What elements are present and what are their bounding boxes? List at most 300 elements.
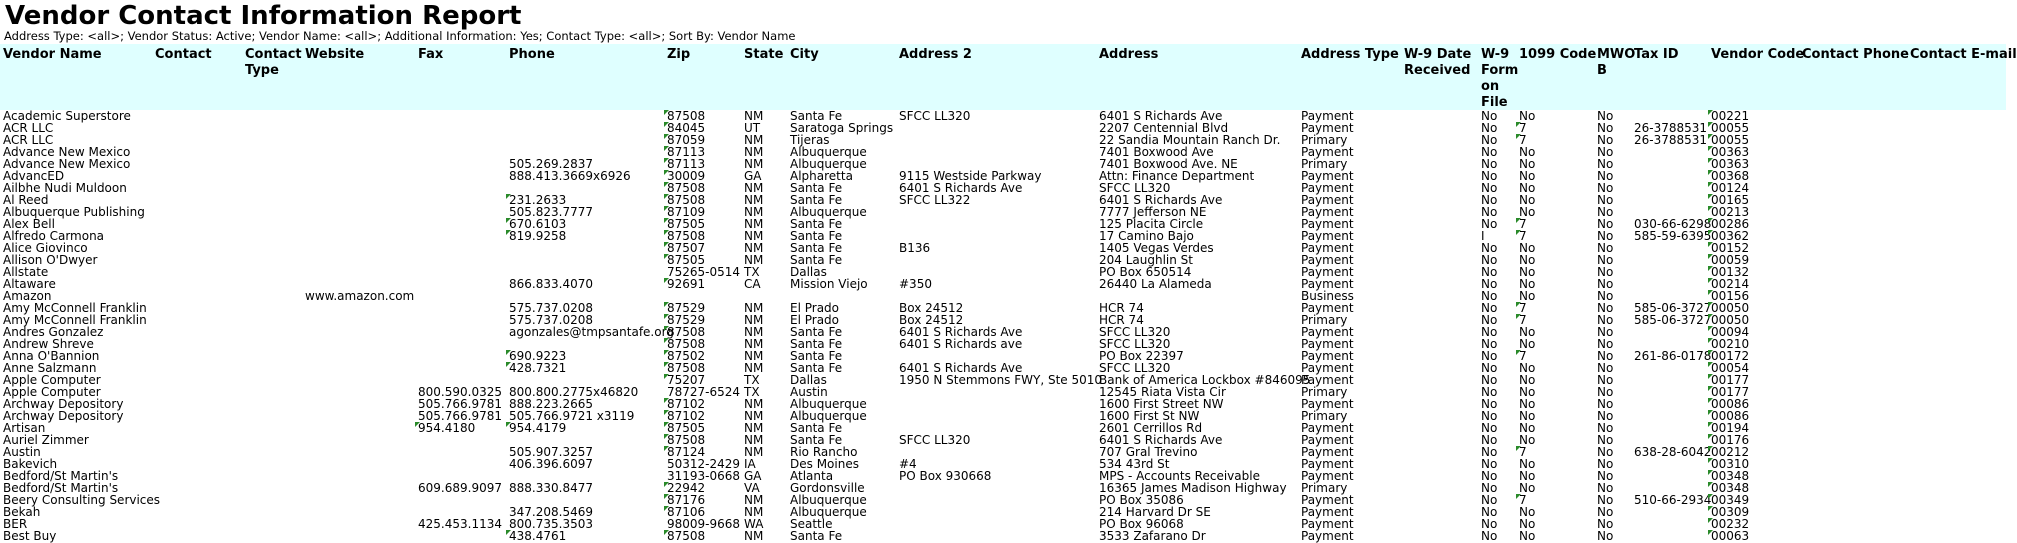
cell-vendor-name: Academic Superstore	[3, 109, 131, 123]
cell-vendor-code: 00055	[1708, 134, 1749, 146]
table-row	[0, 410, 2006, 422]
cell-vendor-code: 00059	[1708, 254, 1749, 266]
error-indicator-icon	[664, 146, 669, 151]
cell-w9-form: No	[1481, 469, 1498, 483]
error-indicator-icon	[1708, 170, 1713, 175]
table-row	[0, 194, 2006, 206]
cell-mwob: No	[1597, 361, 1614, 375]
cell-address-type: Primary	[1301, 157, 1348, 171]
column-header-vendor-code: Vendor Code	[1711, 47, 1805, 62]
cell-fax: 954.4180	[415, 422, 475, 434]
cell-zip: 87113	[664, 146, 705, 158]
cell-vendor-name: Auriel Zimmer	[3, 433, 89, 447]
cell-code1099: No	[1519, 373, 1536, 387]
cell-vendor-code: 00348	[1708, 482, 1749, 494]
cell-phone: 347.208.5469	[509, 505, 593, 519]
cell-address: 2207 Centennial Blvd	[1099, 121, 1229, 135]
cell-phone: 231.2633	[506, 194, 566, 206]
cell-fax: 505.766.9781	[418, 397, 502, 411]
cell-vendor-code: 00152	[1708, 242, 1749, 254]
cell-vendor-code: 00232	[1708, 518, 1749, 530]
cell-address2: 6401 S Richards Ave	[899, 181, 1023, 195]
error-indicator-icon	[664, 506, 669, 511]
error-indicator-icon	[1708, 290, 1713, 295]
cell-address: 12545 Riata Vista Cir	[1099, 385, 1226, 399]
cell-address2: Box 24512	[899, 313, 964, 327]
cell-address-type: Primary	[1301, 313, 1348, 327]
cell-address-type: Payment	[1301, 121, 1354, 135]
cell-address-type: Payment	[1301, 205, 1354, 219]
cell-state: TX	[744, 385, 760, 399]
cell-city: Albuquerque	[790, 409, 867, 423]
cell-phone: 690.9223	[506, 350, 566, 362]
column-header-code1099: 1099 Code	[1519, 47, 1597, 62]
cell-phone: 888.223.2665	[509, 397, 593, 411]
cell-vendor-code: 00176	[1708, 434, 1749, 446]
column-header-contact-email: Contact E-mail	[1910, 47, 2017, 62]
error-indicator-icon	[506, 422, 511, 427]
cell-w9-form: No	[1481, 349, 1498, 363]
cell-vendor-code: 00124	[1708, 182, 1749, 194]
error-indicator-icon	[1708, 314, 1713, 319]
cell-mwob: No	[1597, 265, 1614, 279]
cell-address-type: Payment	[1301, 469, 1354, 483]
cell-address-type: Payment	[1301, 193, 1354, 207]
cell-w9-form: No	[1481, 193, 1498, 207]
cell-city: Atlanta	[790, 469, 834, 483]
cell-mwob: No	[1597, 181, 1614, 195]
cell-w9-form: No	[1481, 109, 1498, 123]
cell-zip: 87508	[664, 338, 705, 350]
cell-address2: 6401 S Richards Ave	[899, 325, 1023, 339]
cell-fax: 505.766.9781	[418, 409, 502, 423]
cell-phone: 505.766.9721 x3119	[509, 409, 635, 423]
cell-vendor-name: Amy McConnell Franklin	[3, 301, 147, 315]
cell-zip: 87508	[664, 110, 705, 122]
error-indicator-icon	[664, 182, 669, 187]
cell-vendor-code: 00086	[1708, 398, 1749, 410]
cell-state: NM	[744, 205, 764, 219]
column-header-contact-type: Contact Type	[245, 47, 302, 78]
cell-city: Santa Fe	[790, 361, 843, 375]
cell-code1099: 7	[1516, 446, 1527, 458]
cell-address: HCR 74	[1099, 313, 1144, 327]
cell-address: PO Box 22397	[1099, 349, 1184, 363]
cell-address: 204 Laughlin St	[1099, 253, 1193, 267]
column-header-w9-form: W-9 Form on File	[1481, 47, 1519, 110]
cell-address-type: Payment	[1301, 349, 1354, 363]
cell-state: NM	[744, 433, 764, 447]
cell-address-type: Payment	[1301, 325, 1354, 339]
cell-state: IA	[744, 457, 756, 471]
error-indicator-icon	[664, 170, 669, 175]
cell-address-type: Payment	[1301, 529, 1354, 543]
cell-vendor-code: 00165	[1708, 194, 1749, 206]
cell-state: TX	[744, 373, 760, 387]
cell-w9-form: No	[1481, 361, 1498, 375]
cell-mwob: No	[1597, 277, 1614, 291]
cell-code1099: 7	[1516, 314, 1527, 326]
cell-zip: 87502	[664, 350, 705, 362]
error-indicator-icon	[1516, 314, 1521, 319]
cell-city: Santa Fe	[790, 325, 843, 339]
error-indicator-icon	[664, 494, 669, 499]
table-row	[0, 146, 2006, 158]
error-indicator-icon	[415, 422, 420, 427]
error-indicator-icon	[1708, 218, 1713, 223]
cell-vendor-code: 00286	[1708, 218, 1749, 230]
cell-address2: PO Box 930668	[899, 469, 992, 483]
cell-vendor-name: Archway Depository	[3, 409, 124, 423]
cell-city: Albuquerque	[790, 145, 867, 159]
cell-code1099: 7	[1516, 350, 1527, 362]
cell-code1099: No	[1519, 157, 1536, 171]
cell-state: TX	[744, 265, 760, 279]
column-header-contact: Contact	[155, 47, 212, 62]
error-indicator-icon	[1708, 374, 1713, 379]
cell-address-type: Primary	[1301, 385, 1348, 399]
cell-vendor-name: Anna O'Bannion	[3, 349, 100, 363]
column-header-zip: Zip	[667, 47, 691, 62]
cell-zip: 87102	[664, 410, 705, 422]
cell-address-type: Payment	[1301, 301, 1354, 315]
error-indicator-icon	[506, 362, 511, 367]
cell-city: Santa Fe	[790, 193, 843, 207]
cell-w9-form: No	[1481, 421, 1498, 435]
cell-tax-id: 585-06-3727	[1634, 301, 1712, 315]
cell-address-type: Payment	[1301, 253, 1354, 267]
table-header	[0, 44, 2017, 110]
cell-mwob: No	[1597, 385, 1614, 399]
error-indicator-icon	[1516, 302, 1521, 307]
cell-vendor-code: 00054	[1708, 362, 1749, 374]
cell-address: 7777 Jefferson NE	[1099, 205, 1207, 219]
cell-w9-form: No	[1481, 337, 1498, 351]
cell-address-type: Primary	[1301, 481, 1348, 495]
error-indicator-icon	[664, 122, 669, 127]
cell-vendor-name: Apple Computer	[3, 385, 101, 399]
cell-address: Attn: Finance Department	[1099, 169, 1255, 183]
cell-mwob: No	[1597, 517, 1614, 531]
cell-address: 125 Placita Circle	[1099, 217, 1204, 231]
error-indicator-icon	[664, 218, 669, 223]
cell-city: Saratoga Springs	[790, 121, 894, 135]
cell-mwob: No	[1597, 325, 1614, 339]
cell-vendor-code: 00063	[1708, 530, 1749, 542]
error-indicator-icon	[664, 338, 669, 343]
cell-vendor-code: 00349	[1708, 494, 1749, 506]
error-indicator-icon	[506, 218, 511, 223]
cell-address-type: Payment	[1301, 241, 1354, 255]
error-indicator-icon	[1708, 158, 1713, 163]
cell-zip: 31193-0668	[667, 469, 741, 483]
cell-city: Santa Fe	[790, 217, 843, 231]
cell-address-type: Payment	[1301, 145, 1354, 159]
cell-zip: 87113	[664, 158, 705, 170]
cell-code1099: No	[1519, 181, 1536, 195]
cell-state: NM	[744, 241, 764, 255]
cell-w9-form: No	[1481, 505, 1498, 519]
cell-vendor-name: BER	[3, 517, 28, 531]
cell-code1099: No	[1519, 409, 1536, 423]
error-indicator-icon	[1708, 254, 1713, 259]
cell-zip: 87505	[664, 254, 705, 266]
cell-address-type: Payment	[1301, 229, 1354, 243]
cell-code1099: No	[1519, 169, 1536, 183]
cell-w9-form: No	[1481, 493, 1498, 507]
cell-phone: agonzales@tmpsantafe.org	[509, 325, 674, 339]
cell-state: NM	[744, 253, 764, 267]
cell-vendor-code: 00177	[1708, 374, 1749, 386]
cell-address: 6401 S Richards Ave	[1099, 193, 1223, 207]
cell-vendor-code: 00310	[1708, 458, 1749, 470]
cell-zip: 78727-6524	[667, 385, 741, 399]
cell-state: NM	[744, 505, 764, 519]
cell-address: 17 Camino Bajo	[1099, 229, 1194, 243]
cell-address: 214 Harvard Dr SE	[1099, 505, 1211, 519]
cell-vendor-name: Altaware	[3, 277, 56, 291]
cell-city: Austin	[790, 385, 828, 399]
cell-code1099: No	[1519, 361, 1536, 375]
cell-vendor-name: Andres Gonzalez	[3, 325, 104, 339]
cell-zip: 87102	[664, 398, 705, 410]
cell-mwob: No	[1597, 289, 1614, 303]
cell-code1099: No	[1519, 517, 1536, 531]
cell-vendor-name: Alice Giovinco	[3, 241, 88, 255]
error-indicator-icon	[1708, 458, 1713, 463]
cell-tax-id: 030-66-6298	[1634, 217, 1712, 231]
cell-state: NM	[744, 229, 764, 243]
cell-address: SFCC LL320	[1099, 361, 1171, 375]
cell-vendor-code: 00368	[1708, 170, 1749, 182]
cell-zip: 98009-9668	[667, 517, 741, 531]
cell-phone: 866.833.4070	[509, 277, 593, 291]
cell-address: SFCC LL320	[1099, 325, 1171, 339]
cell-state: GA	[744, 169, 762, 183]
cell-zip: 50312-2429	[667, 457, 741, 471]
cell-code1099: No	[1519, 193, 1536, 207]
error-indicator-icon	[1708, 326, 1713, 331]
error-indicator-icon	[1708, 278, 1713, 283]
error-indicator-icon	[1708, 482, 1713, 487]
cell-phone: 954.4179	[506, 422, 566, 434]
table-row	[0, 230, 2006, 242]
cell-address: Bank of America Lockbox #846095	[1099, 373, 1311, 387]
cell-mwob: No	[1597, 373, 1614, 387]
error-indicator-icon	[1708, 242, 1713, 247]
cell-address2: SFCC LL320	[899, 109, 971, 123]
cell-address: HCR 74	[1099, 301, 1144, 315]
cell-mwob: No	[1597, 421, 1614, 435]
error-indicator-icon	[1516, 446, 1521, 451]
cell-address-type: Payment	[1301, 505, 1354, 519]
cell-phone: 428.7321	[506, 362, 566, 374]
cell-code1099: No	[1519, 433, 1536, 447]
cell-phone: 575.737.0208	[509, 301, 593, 315]
cell-mwob: No	[1597, 409, 1614, 423]
error-indicator-icon	[1516, 350, 1521, 355]
error-indicator-icon	[1708, 302, 1713, 307]
cell-address2: SFCC LL320	[899, 433, 971, 447]
cell-city: Albuquerque	[790, 205, 867, 219]
cell-address: SFCC LL320	[1099, 337, 1171, 351]
column-header-w9-date: W-9 Date Received	[1404, 47, 1472, 78]
error-indicator-icon	[1708, 434, 1713, 439]
cell-zip: 84045	[664, 122, 705, 134]
cell-vendor-name: Bedford/St Martin's	[3, 469, 119, 483]
cell-state: NM	[744, 133, 764, 147]
cell-address: 6401 S Richards Ave	[1099, 433, 1223, 447]
cell-vendor-name: Advance New Mexico	[3, 157, 131, 171]
table-row	[0, 182, 2006, 194]
cell-mwob: No	[1597, 301, 1614, 315]
cell-vendor-name: Allison O'Dwyer	[3, 253, 98, 267]
error-indicator-icon	[664, 278, 669, 283]
column-header-address2: Address 2	[899, 47, 972, 62]
cell-vendor-code: 00094	[1708, 326, 1749, 338]
cell-code1099: No	[1519, 289, 1536, 303]
cell-address: 1405 Vegas Verdes	[1099, 241, 1214, 255]
error-indicator-icon	[1516, 122, 1521, 127]
cell-address: 1600 First Street NW	[1099, 397, 1224, 411]
error-indicator-icon	[664, 110, 669, 115]
cell-address-type: Primary	[1301, 409, 1348, 423]
cell-city: Santa Fe	[790, 109, 843, 123]
cell-phone: 888.330.8477	[509, 481, 593, 495]
cell-website: www.amazon.com	[305, 289, 415, 303]
cell-address: MPS - Accounts Receivable	[1099, 469, 1260, 483]
table-row	[0, 386, 2006, 398]
cell-w9-form: No	[1481, 457, 1498, 471]
cell-address-type: Payment	[1301, 217, 1354, 231]
error-indicator-icon	[506, 194, 511, 199]
error-indicator-icon	[1708, 206, 1713, 211]
cell-city: Santa Fe	[790, 253, 843, 267]
cell-code1099: No	[1519, 481, 1536, 495]
cell-state: GA	[744, 469, 762, 483]
error-indicator-icon	[1708, 446, 1713, 451]
cell-mwob: No	[1597, 193, 1614, 207]
cell-vendor-name: Ailbhe Nudi Muldoon	[3, 181, 127, 195]
cell-w9-form: No	[1481, 445, 1498, 459]
cell-vendor-name: Best Buy	[3, 529, 57, 543]
cell-mwob: No	[1597, 493, 1614, 507]
cell-mwob: No	[1597, 253, 1614, 267]
error-indicator-icon	[1708, 494, 1713, 499]
cell-vendor-code: 00132	[1708, 266, 1749, 278]
cell-vendor-name: Beery Consulting Services	[3, 493, 161, 507]
cell-w9-form: No	[1481, 289, 1498, 303]
error-indicator-icon	[506, 530, 511, 535]
cell-address: 2601 Cerrillos Rd	[1099, 421, 1203, 435]
cell-state: WA	[744, 517, 764, 531]
error-indicator-icon	[506, 230, 511, 235]
cell-w9-form: No	[1481, 121, 1498, 135]
cell-w9-form: No	[1481, 301, 1498, 315]
cell-vendor-code: 00050	[1708, 302, 1749, 314]
cell-mwob: No	[1597, 145, 1614, 159]
cell-w9-form: No	[1481, 145, 1498, 159]
cell-code1099: 7	[1516, 302, 1527, 314]
cell-city: Albuquerque	[790, 505, 867, 519]
column-header-vendor-name: Vendor Name	[3, 47, 102, 62]
column-header-phone: Phone	[509, 47, 555, 62]
cell-tax-id: 510-66-2934	[1634, 493, 1712, 507]
cell-zip: 87059	[664, 134, 705, 146]
cell-state: NM	[744, 361, 764, 375]
cell-zip: 87529	[664, 302, 705, 314]
cell-address-type: Payment	[1301, 169, 1354, 183]
cell-w9-form: No	[1481, 373, 1498, 387]
table-row	[0, 530, 2006, 542]
cell-city: Alpharetta	[790, 169, 853, 183]
cell-mwob: No	[1597, 529, 1614, 543]
cell-state: NM	[744, 349, 764, 363]
cell-mwob: No	[1597, 205, 1614, 219]
cell-w9-form: No	[1481, 181, 1498, 195]
cell-address: 7401 Boxwood Ave	[1099, 145, 1214, 159]
cell-vendor-code: 00177	[1708, 386, 1749, 398]
error-indicator-icon	[664, 374, 669, 379]
cell-w9-form: No	[1481, 217, 1498, 231]
cell-zip: 87508	[664, 362, 705, 374]
cell-mwob: No	[1597, 505, 1614, 519]
cell-zip: 22942	[664, 482, 705, 494]
cell-phone: 406.396.6097	[509, 457, 593, 471]
report-filter-summary: Address Type: <all>; Vendor Status: Active; Vendor Name: <all>; Additional Information: Yes; Contact Type: <all>; Sort By: Vendor Name	[4, 29, 796, 43]
cell-state: NM	[744, 145, 764, 159]
cell-w9-form: No	[1481, 241, 1498, 255]
cell-address2: 1950 N Stemmons FWY, Ste 5010	[899, 373, 1103, 387]
cell-address-type: Business	[1301, 289, 1354, 303]
cell-vendor-code: 00348	[1708, 470, 1749, 482]
error-indicator-icon	[664, 254, 669, 259]
cell-vendor-name: Amy McConnell Franklin	[3, 313, 147, 327]
cell-state: NM	[744, 529, 764, 543]
cell-w9-form: No	[1481, 169, 1498, 183]
cell-phone: 800.800.2775x46820	[509, 385, 639, 399]
cell-code1099: 7	[1516, 494, 1527, 506]
cell-w9-form: No	[1481, 385, 1498, 399]
cell-address-type: Payment	[1301, 181, 1354, 195]
error-indicator-icon	[664, 410, 669, 415]
cell-mwob: No	[1597, 217, 1614, 231]
cell-city: Santa Fe	[790, 181, 843, 195]
cell-w9-form: No	[1481, 157, 1498, 171]
error-indicator-icon	[1516, 230, 1521, 235]
error-indicator-icon	[1708, 518, 1713, 523]
cell-code1099: 7	[1516, 230, 1527, 242]
cell-state: NM	[744, 337, 764, 351]
error-indicator-icon	[1708, 386, 1713, 391]
error-indicator-icon	[1708, 182, 1713, 187]
cell-vendor-code: 00210	[1708, 338, 1749, 350]
cell-city: Gordonsville	[790, 481, 865, 495]
error-indicator-icon	[664, 446, 669, 451]
cell-code1099: No	[1519, 241, 1536, 255]
cell-code1099: No	[1519, 505, 1536, 519]
error-indicator-icon	[1708, 266, 1713, 271]
cell-mwob: No	[1597, 241, 1614, 255]
cell-mwob: No	[1597, 397, 1614, 411]
cell-tax-id: 261-86-0178	[1634, 349, 1712, 363]
cell-code1099: No	[1519, 469, 1536, 483]
cell-city: Tijeras	[790, 133, 830, 147]
cell-vendor-code: 00213	[1708, 206, 1749, 218]
cell-w9-form: No	[1481, 205, 1498, 219]
error-indicator-icon	[1708, 422, 1713, 427]
report-title: Vendor Contact Information Report	[5, 1, 522, 31]
